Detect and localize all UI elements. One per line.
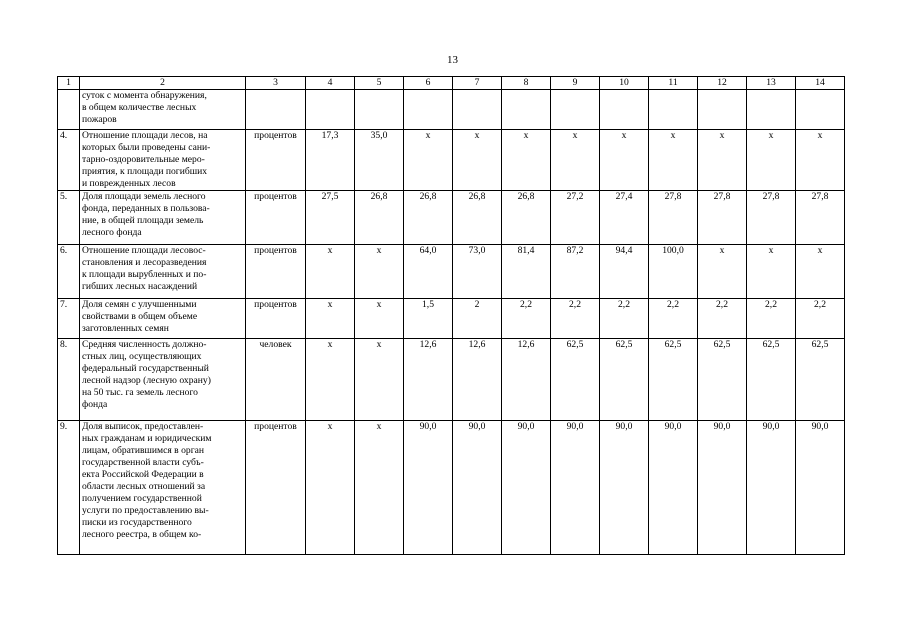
value-cell: x bbox=[796, 130, 845, 191]
value-cell: 1,5 bbox=[404, 299, 453, 339]
value-cell: 73,0 bbox=[453, 245, 502, 299]
unit-cell: процентов bbox=[246, 299, 306, 339]
table-row bbox=[58, 191, 845, 245]
indicator-name: Отношение площади лесов, на которых были проведены сани- тарно-оздоровительные меро- приятия, к площади погибших и поврежденных лесов bbox=[80, 130, 246, 191]
value-cell: 27,8 bbox=[747, 191, 796, 245]
value-cell bbox=[502, 90, 551, 130]
value-cell: 27,5 bbox=[306, 191, 355, 245]
value-cell: 90,0 bbox=[698, 421, 747, 555]
value-cell: 26,8 bbox=[404, 191, 453, 245]
table-row bbox=[58, 90, 845, 130]
value-cell: 2,2 bbox=[600, 299, 649, 339]
column-header: 10 bbox=[600, 77, 649, 90]
value-cell: x bbox=[747, 130, 796, 191]
value-cell: x bbox=[698, 245, 747, 299]
value-cell: 12,6 bbox=[502, 339, 551, 421]
value-cell: 87,2 bbox=[551, 245, 600, 299]
unit-cell bbox=[246, 90, 306, 130]
value-cell: x bbox=[355, 339, 404, 421]
column-header: 14 bbox=[796, 77, 845, 90]
value-cell: 27,8 bbox=[649, 191, 698, 245]
value-cell: 90,0 bbox=[649, 421, 698, 555]
indicator-table bbox=[57, 76, 845, 555]
value-cell: 90,0 bbox=[551, 421, 600, 555]
value-cell: x bbox=[600, 130, 649, 191]
value-cell: 90,0 bbox=[502, 421, 551, 555]
value-cell: 90,0 bbox=[600, 421, 649, 555]
value-cell: 94,4 bbox=[600, 245, 649, 299]
value-cell bbox=[796, 90, 845, 130]
value-cell: 27,4 bbox=[600, 191, 649, 245]
value-cell: 62,5 bbox=[698, 339, 747, 421]
row-number bbox=[58, 90, 80, 130]
value-cell: x bbox=[306, 421, 355, 555]
value-cell: 90,0 bbox=[747, 421, 796, 555]
value-cell: 100,0 bbox=[649, 245, 698, 299]
value-cell: 90,0 bbox=[404, 421, 453, 555]
value-cell: x bbox=[698, 130, 747, 191]
value-cell: 17,3 bbox=[306, 130, 355, 191]
value-cell bbox=[747, 90, 796, 130]
value-cell: x bbox=[306, 245, 355, 299]
value-cell: x bbox=[306, 339, 355, 421]
value-cell: 2,2 bbox=[551, 299, 600, 339]
value-cell: 62,5 bbox=[796, 339, 845, 421]
value-cell: 64,0 bbox=[404, 245, 453, 299]
value-cell: 81,4 bbox=[502, 245, 551, 299]
indicator-name: Доля площади земель лесного фонда, переданных в пользова- ние, в общей площади земель лесного фонда bbox=[80, 191, 246, 245]
indicator-name: Доля выписок, предоставлен- ных гражданам и юридическим лицам, обратившимся в орган государственной власти субъ- екта Российской Федерации в области лесных отношений за получением государственной услуги по предоставлению вы- писки из государственного лесного реестра, в общем ко- bbox=[80, 421, 246, 555]
table-row bbox=[58, 339, 845, 421]
header-row bbox=[58, 77, 845, 90]
value-cell: 2,2 bbox=[502, 299, 551, 339]
value-cell bbox=[404, 90, 453, 130]
value-cell bbox=[306, 90, 355, 130]
value-cell: 62,5 bbox=[649, 339, 698, 421]
value-cell: x bbox=[747, 245, 796, 299]
value-cell: x bbox=[551, 130, 600, 191]
unit-cell: процентов bbox=[246, 245, 306, 299]
value-cell: x bbox=[453, 130, 502, 191]
column-header: 9 bbox=[551, 77, 600, 90]
indicator-name: Отношение площади лесовос- становления и лесоразведения к площади вырубленных и по- гибших лесных насаждений bbox=[80, 245, 246, 299]
value-cell: x bbox=[649, 130, 698, 191]
unit-cell: процентов bbox=[246, 191, 306, 245]
indicator-name: Доля семян с улучшенными свойствами в общем объеме заготовленных семян bbox=[80, 299, 246, 339]
row-number: 8. bbox=[58, 339, 80, 421]
row-number: 9. bbox=[58, 421, 80, 555]
value-cell: 90,0 bbox=[453, 421, 502, 555]
value-cell: x bbox=[796, 245, 845, 299]
value-cell: 35,0 bbox=[355, 130, 404, 191]
column-header: 3 bbox=[246, 77, 306, 90]
value-cell: 27,2 bbox=[551, 191, 600, 245]
indicator-name: суток с момента обнаружения, в общем количестве лесных пожаров bbox=[80, 90, 246, 130]
value-cell: 27,8 bbox=[796, 191, 845, 245]
value-cell: 2,2 bbox=[649, 299, 698, 339]
value-cell: 2,2 bbox=[796, 299, 845, 339]
table-row bbox=[58, 245, 845, 299]
value-cell: x bbox=[355, 299, 404, 339]
table-row bbox=[58, 299, 845, 339]
table-row bbox=[58, 421, 845, 555]
value-cell bbox=[649, 90, 698, 130]
column-header: 13 bbox=[747, 77, 796, 90]
indicator-name: Средняя численность должно- стных лиц, осуществляющих федеральный государственный лесной надзор (лесную охрану) на 50 тыс. га земель лесного фонда bbox=[80, 339, 246, 421]
value-cell: 62,5 bbox=[747, 339, 796, 421]
value-cell bbox=[453, 90, 502, 130]
row-number: 4. bbox=[58, 130, 80, 191]
value-cell: 2,2 bbox=[698, 299, 747, 339]
value-cell: x bbox=[355, 245, 404, 299]
column-header: 4 bbox=[306, 77, 355, 90]
column-header: 1 bbox=[58, 77, 80, 90]
column-header: 11 bbox=[649, 77, 698, 90]
page-number: 13 bbox=[447, 54, 458, 66]
column-header: 6 bbox=[404, 77, 453, 90]
value-cell: 26,8 bbox=[502, 191, 551, 245]
unit-cell: человек bbox=[246, 339, 306, 421]
column-header: 5 bbox=[355, 77, 404, 90]
value-cell: 26,8 bbox=[453, 191, 502, 245]
column-header: 2 bbox=[80, 77, 246, 90]
value-cell: 12,6 bbox=[404, 339, 453, 421]
value-cell: x bbox=[306, 299, 355, 339]
value-cell: x bbox=[502, 130, 551, 191]
value-cell: 27,8 bbox=[698, 191, 747, 245]
row-number: 7. bbox=[58, 299, 80, 339]
value-cell bbox=[698, 90, 747, 130]
table-row bbox=[58, 130, 845, 191]
value-cell: 2,2 bbox=[747, 299, 796, 339]
column-header: 12 bbox=[698, 77, 747, 90]
column-header: 8 bbox=[502, 77, 551, 90]
value-cell bbox=[551, 90, 600, 130]
unit-cell: процентов bbox=[246, 421, 306, 555]
value-cell bbox=[355, 90, 404, 130]
value-cell bbox=[600, 90, 649, 130]
row-number: 5. bbox=[58, 191, 80, 245]
value-cell: 2 bbox=[453, 299, 502, 339]
unit-cell: процентов bbox=[246, 130, 306, 191]
row-number: 6. bbox=[58, 245, 80, 299]
value-cell: 90,0 bbox=[796, 421, 845, 555]
value-cell: 62,5 bbox=[600, 339, 649, 421]
value-cell: x bbox=[404, 130, 453, 191]
value-cell: 12,6 bbox=[453, 339, 502, 421]
value-cell: x bbox=[355, 421, 404, 555]
value-cell: 62,5 bbox=[551, 339, 600, 421]
value-cell: 26,8 bbox=[355, 191, 404, 245]
column-header: 7 bbox=[453, 77, 502, 90]
